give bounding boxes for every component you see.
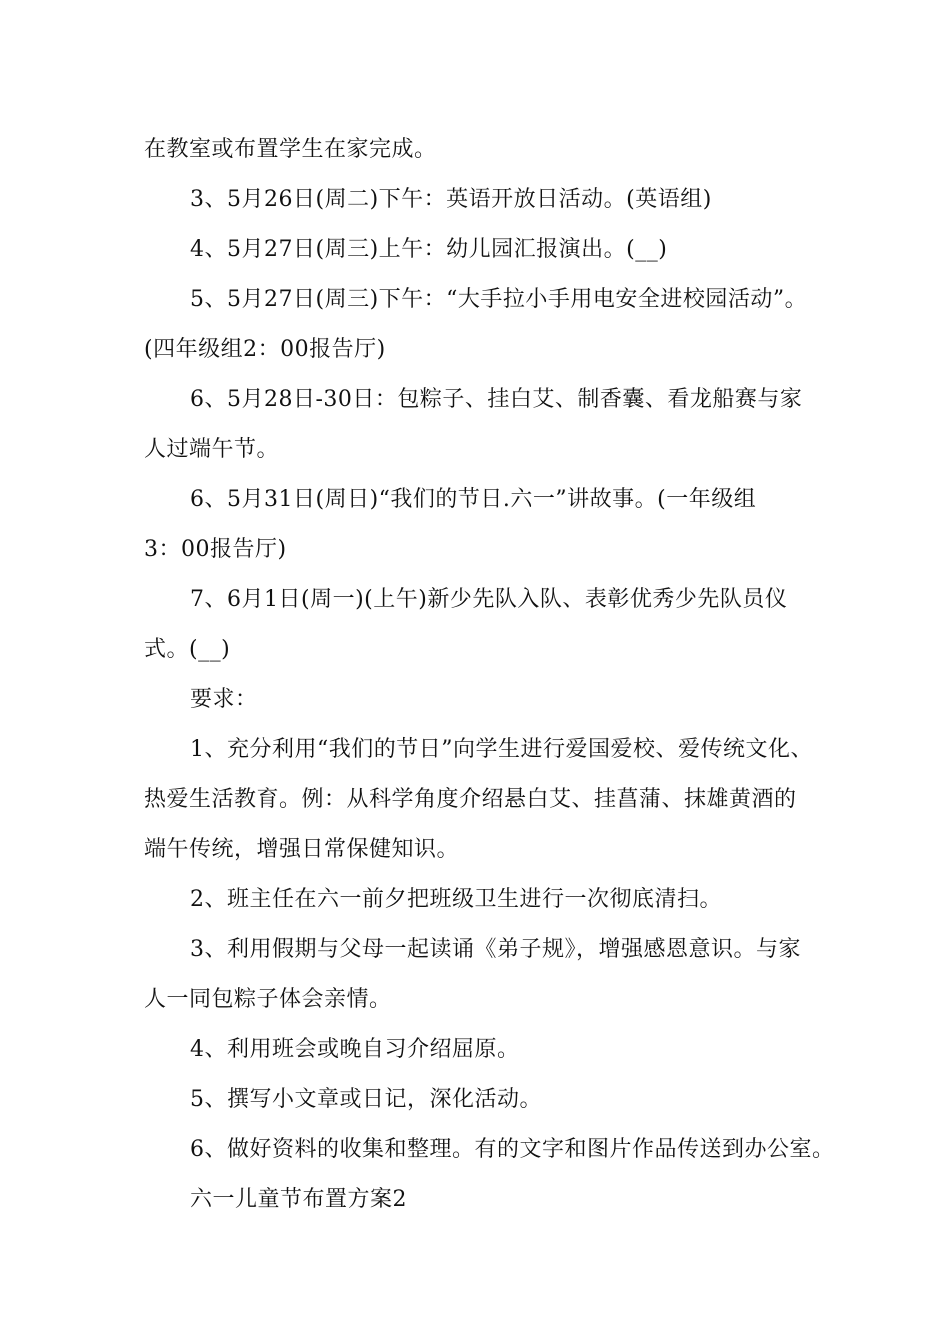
text-line: 4、利用班会或晚自习介绍屈原。 <box>190 1037 520 1062</box>
text-line: 6、5月28日-30日：包粽子、挂白艾、制香囊、看龙船赛与家 <box>190 387 803 412</box>
text-line: 3、利用假期与父母一起读诵《弟子规》，增强感恩意识。与家 <box>190 937 801 962</box>
text-line: 6、5月31日(周日)“我们的节日.六一”讲故事。(一年级组 <box>190 487 757 512</box>
text-line: 端午传统，增强日常保健知识。 <box>144 837 460 862</box>
text-line: 2、班主任在六一前夕把班级卫生进行一次彻底清扫。 <box>190 887 722 912</box>
section-title: 六一儿童节布置方案2 <box>190 1187 407 1212</box>
text-line: 人过端午节。 <box>144 437 280 462</box>
text-line: 4、5月27日(周三)上午：幼儿园汇报演出。(__) <box>190 237 668 262</box>
text-line: 3、5月26日(周二)下午：英语开放日活动。(英语组) <box>190 187 712 212</box>
text-line: 热爱生活教育。例：从科学角度介绍悬白艾、挂菖蒲、抹雄黄酒的 <box>144 787 797 812</box>
text-line: (四年级组2：00报告厅) <box>144 337 386 362</box>
text-line: 5、5月27日(周三)下午：“大手拉小手用电安全进校园活动”。 <box>190 287 808 312</box>
text-line: 人一同包粽子体会亲情。 <box>144 987 392 1012</box>
text-line: 1、充分利用“我们的节日”向学生进行爱国爱校、爱传统文化、 <box>190 737 813 762</box>
text-line: 在教室或布置学生在家完成。 <box>144 137 437 162</box>
text-line: 式。(__) <box>144 637 231 662</box>
text-line: 3：00报告厅) <box>144 537 287 562</box>
text-line: 7、6月1日(周一)(上午)新少先队入队、表彰优秀少先队员仪 <box>190 587 788 612</box>
text-line: 6、做好资料的收集和整理。有的文字和图片作品传送到办公室。 <box>190 1137 835 1162</box>
text-line: 5、撰写小文章或日记，深化活动。 <box>190 1087 542 1112</box>
section-heading: 要求： <box>190 687 258 712</box>
